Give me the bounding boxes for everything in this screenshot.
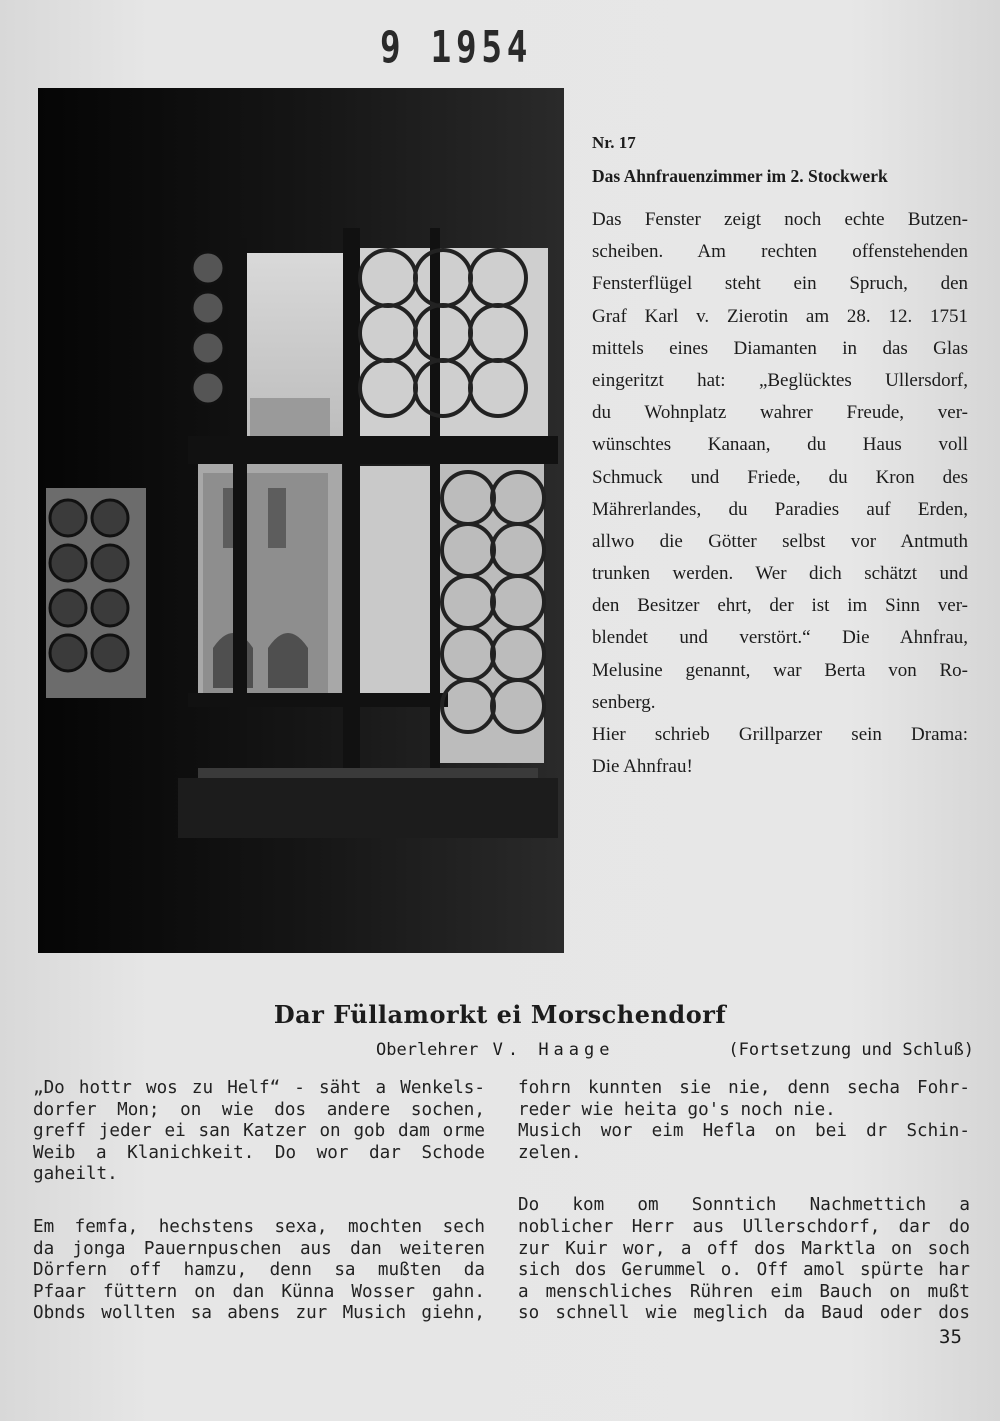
byline-prefix: Oberlehrer bbox=[376, 1040, 479, 1060]
caption-line: Graf Karl v. Zierotin am 28. 12. 1751 bbox=[592, 305, 968, 327]
caption-line: blendet und verstört.“ Die Ahnfrau, bbox=[592, 627, 968, 649]
caption-title: Das Ahnfrauenzimmer im 2. Stockwerk bbox=[592, 166, 888, 186]
text-line: zelen. bbox=[518, 1142, 582, 1163]
text-line: Do kom om Sonntich Nachmettich a bbox=[518, 1195, 970, 1216]
text-line: a menschliches Rühren eim Bauch on mußt bbox=[518, 1281, 970, 1302]
text-line: dorfer Mon; on wie dos andere sochen, bbox=[33, 1099, 485, 1120]
page-number: 35 bbox=[939, 1326, 962, 1348]
text-line: Weib a Klanichkeit. Do wor dar Schode bbox=[33, 1142, 485, 1163]
paragraph-gap bbox=[518, 1164, 970, 1195]
byline-author: V. Haage bbox=[492, 1040, 615, 1060]
caption-line: Melusine genannt, war Berta von Ro- bbox=[592, 659, 968, 681]
caption-line: den Besitzer ehrt, der ist im Sinn ver- bbox=[592, 595, 968, 617]
caption-line: du Wohnplatz wahrer Freude, ver- bbox=[592, 402, 968, 424]
byline bbox=[376, 1040, 615, 1060]
caption-number: Nr. 17 bbox=[592, 133, 636, 152]
caption-line: Hier schrieb Grillparzer sein Drama: bbox=[592, 724, 968, 745]
paragraph-gap bbox=[33, 1186, 485, 1217]
text-line: Em femfa, hechstens sexa, mochten sech bbox=[33, 1216, 485, 1237]
article-title: Dar Füllamorkt ei Morschendorf bbox=[273, 1000, 727, 1029]
caption-line: Die Ahnfrau! bbox=[592, 756, 693, 778]
text-line: zur Kuir wor, a off dos Marktla on soch bbox=[518, 1238, 970, 1259]
caption-line: Das Fenster zeigt noch echte Butzen- bbox=[592, 209, 968, 230]
text-line: „Do hottr wos zu Helf“ - säht a Wenkels- bbox=[33, 1078, 485, 1098]
window-photo bbox=[38, 88, 564, 953]
text-line: reder wie heita go's noch nie. bbox=[518, 1099, 836, 1120]
caption-line: scheiben. Am rechten offenstehenden bbox=[592, 241, 968, 263]
caption-line: wünschtes Kanaan, du Haus voll bbox=[592, 434, 968, 456]
text-line: Dörfern off hamzu, denn sa mußten da bbox=[33, 1260, 485, 1281]
text-line: Musich wor eim Hefla on bei dr Schin- bbox=[518, 1121, 970, 1142]
caption-body bbox=[592, 204, 968, 783]
caption-line: Fensterflügel steht ein Spruch, den bbox=[592, 273, 968, 295]
text-line: fohrn kunnten sie nie, denn secha Fohr- bbox=[518, 1078, 970, 1098]
text-line: Pfaar füttern on dan Künna Wosser gahn. bbox=[33, 1281, 485, 1302]
window-photo-image bbox=[38, 88, 564, 953]
caption-line: allwo die Götter selbst vor Antmuth bbox=[592, 530, 968, 552]
text-line: da jonga Pauernpuschen aus dan weiteren bbox=[33, 1238, 485, 1259]
caption-line: senberg. bbox=[592, 691, 656, 713]
text-line: greff jeder ei san Katzer on gob dam orme bbox=[33, 1121, 485, 1142]
caption-line: trunken werden. Wer dich schätzt und bbox=[592, 563, 968, 585]
text-line: Obnds wollten sa abens zur Musich giehn, bbox=[33, 1303, 485, 1324]
caption-line: mittels eines Diamanten in das Glas bbox=[592, 337, 968, 359]
text-line: gaheilt. bbox=[33, 1164, 118, 1185]
text-line: noblicher Herr aus Ullerschdorf, dar do bbox=[518, 1216, 970, 1237]
text-line: sich dos Gerummel o. Off amol spürte har bbox=[518, 1260, 970, 1281]
article-left-column bbox=[33, 1078, 485, 1325]
caption-line: eingeritzt hat: „Beglücktes Ullersdorf, bbox=[592, 369, 968, 391]
date-stamp: 9 1954 bbox=[380, 22, 533, 73]
text-line: so schnell wie meglich da Baud oder dos bbox=[518, 1303, 970, 1324]
caption-line: Mährerlandes, du Paradies auf Erden, bbox=[592, 498, 968, 520]
continuation-note: (Fortsetzung und Schluß) bbox=[728, 1040, 974, 1060]
article-right-column bbox=[518, 1078, 970, 1325]
caption-line: Schmuck und Friede, du Kron des bbox=[592, 466, 968, 488]
